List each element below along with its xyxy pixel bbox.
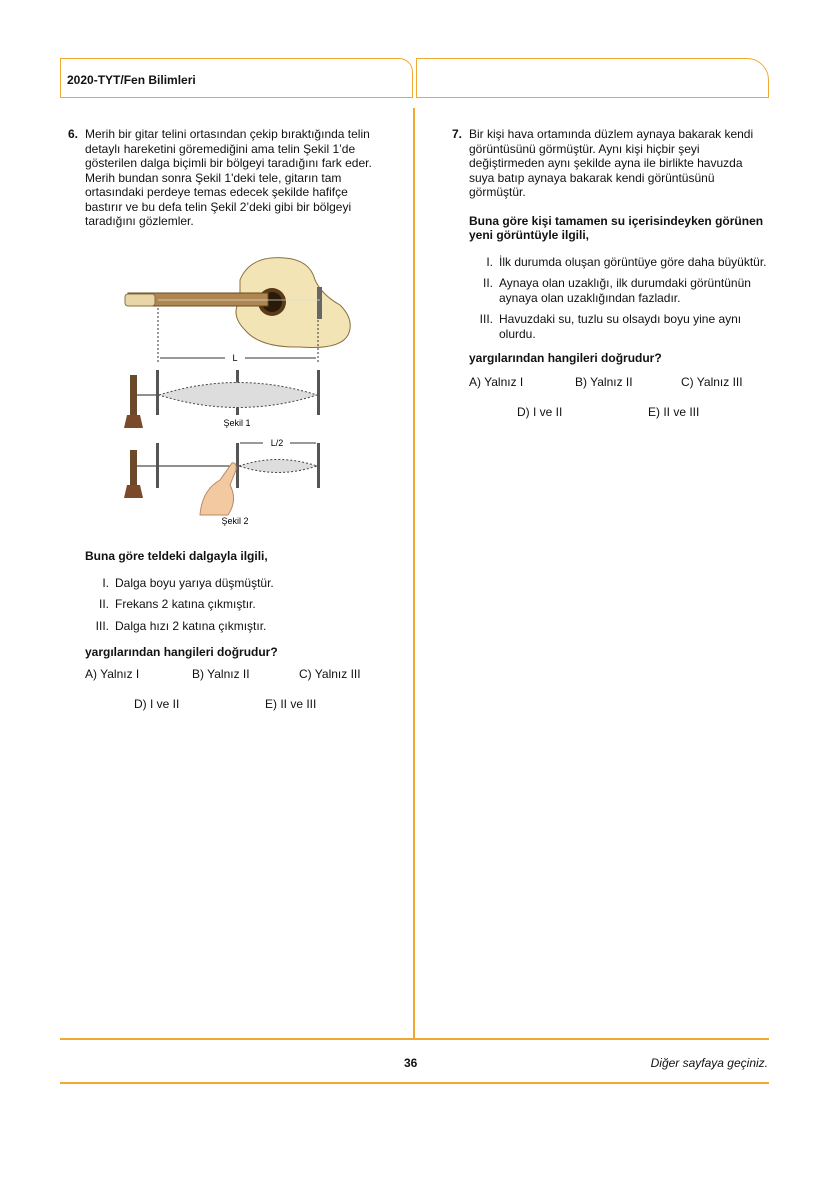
- text-line: suya batıp aynaya bakarak kendi görüntüsünü: [469, 170, 715, 185]
- header-left-box: [60, 58, 413, 98]
- option-e[interactable]: E) II ve III: [648, 405, 700, 419]
- text-line: ortasındaki perdeye temas edecek şekilde hafifçe: [85, 185, 348, 199]
- roman: I.: [486, 254, 493, 269]
- label-L: L: [232, 353, 238, 363]
- statement-text: Dalga hızı 2 katına çıkmıştır.: [115, 618, 267, 633]
- header-title: 2020-TYT/Fen Bilimleri: [67, 73, 196, 87]
- footer-line-bottom: [60, 1082, 769, 1084]
- question-prompt: Buna göre kişi tamamen su içerisindeyken görünen: [469, 213, 764, 228]
- statement: [469, 255, 782, 270]
- header-right-box: [416, 58, 769, 98]
- text-line: Merih bir gitar telini ortasından çekip bıraktığında telin: [85, 127, 370, 141]
- statement: [469, 312, 782, 341]
- roman: II.: [482, 276, 493, 290]
- option-c[interactable]: C) Yalnız III: [299, 667, 361, 681]
- statement-text: Havuzdaki su, tuzlu su olsaydı boyu yine aynı: [499, 312, 742, 326]
- option-b[interactable]: B) Yalnız II: [192, 667, 250, 681]
- option-d[interactable]: D) I ve II: [517, 405, 563, 419]
- option-c[interactable]: C) Yalnız III: [681, 375, 743, 389]
- option-b[interactable]: B) Yalnız II: [575, 375, 633, 389]
- column-divider: [413, 108, 415, 1038]
- statement: [469, 276, 782, 305]
- option-a[interactable]: A) Yalnız I: [85, 667, 140, 681]
- question-6-statements: [85, 549, 405, 660]
- option-d[interactable]: D) I ve II: [134, 697, 180, 711]
- statement-text: Aynaya olan uzaklığı, ilk durumdaki görüntünün: [499, 276, 751, 290]
- question-stem: yargılarından hangileri doğrudur?: [85, 645, 278, 659]
- question-6: [68, 127, 398, 229]
- question-prompt: yeni görüntüyle ilgili,: [469, 228, 590, 242]
- text-line: bastırır ve bu defa telin Şekil 2’deki gibi bir bölgeyi: [85, 199, 352, 214]
- finger-icon: [200, 463, 236, 515]
- question-7: [452, 127, 782, 366]
- question-number: 6.: [68, 127, 79, 141]
- footer-line-top: [60, 1038, 769, 1040]
- statement-text: Frekans 2 katına çıkmıştır.: [115, 597, 256, 611]
- statement: [85, 619, 405, 634]
- question-prompt: Buna göre teldeki dalgayla ilgili,: [85, 549, 268, 563]
- statement-text: Dalga boyu yarıya düşmüştür.: [115, 575, 274, 590]
- roman: I.: [102, 575, 109, 590]
- roman: III.: [95, 618, 109, 633]
- option-a[interactable]: A) Yalnız I: [469, 375, 524, 389]
- label-L2: L/2: [270, 438, 284, 448]
- question-number: 7.: [452, 127, 463, 141]
- roman: III.: [479, 312, 493, 326]
- statement: [85, 576, 405, 591]
- next-page-note: Diğer sayfaya geçiniz.: [650, 1056, 768, 1070]
- question-stem: yargılarından hangileri doğrudur?: [469, 351, 662, 365]
- question-text: [85, 127, 398, 229]
- statement-text: olurdu.: [499, 326, 536, 341]
- text-line: gösterilen dalga biçimli bir bölgeyi taradığını fark eder.: [85, 156, 372, 170]
- string-diagram-2: [124, 443, 320, 515]
- text-line: Bir kişi hava ortamında düzlem aynaya bakarak kendi: [469, 127, 754, 141]
- guitar-illustration: [125, 258, 350, 348]
- statement-text: İlk durumda oluşan görüntüye göre daha büyüktür.: [499, 254, 767, 269]
- option-e[interactable]: E) II ve III: [265, 697, 317, 711]
- guitar-string-figure: [100, 250, 360, 530]
- text-line: görmüştür.: [469, 185, 526, 199]
- text-line: Merih bundan sonra Şekil 1'deki tele, gitarın tam: [85, 170, 342, 185]
- text-line: detaylı hareketini göremediğini ama telin Şekil 1’de: [85, 141, 356, 156]
- statement-text: aynaya olan uzaklığından fazladır.: [499, 290, 681, 305]
- page-number: 36: [404, 1056, 418, 1070]
- statement: [85, 597, 405, 612]
- string-diagram-1: [124, 370, 320, 428]
- text-line: taradığını gözlemler.: [85, 214, 194, 228]
- text-line: görüntüsünü görmüştür. Aynı kişi hiçbir şeyi: [469, 141, 700, 156]
- caption-sekil-1: Şekil 1: [223, 418, 251, 428]
- caption-sekil-2: Şekil 2: [221, 516, 249, 526]
- roman: II.: [98, 597, 109, 611]
- text-line: değiştirmeden aynı şekilde ayna ile birlikte havuzda: [469, 156, 743, 170]
